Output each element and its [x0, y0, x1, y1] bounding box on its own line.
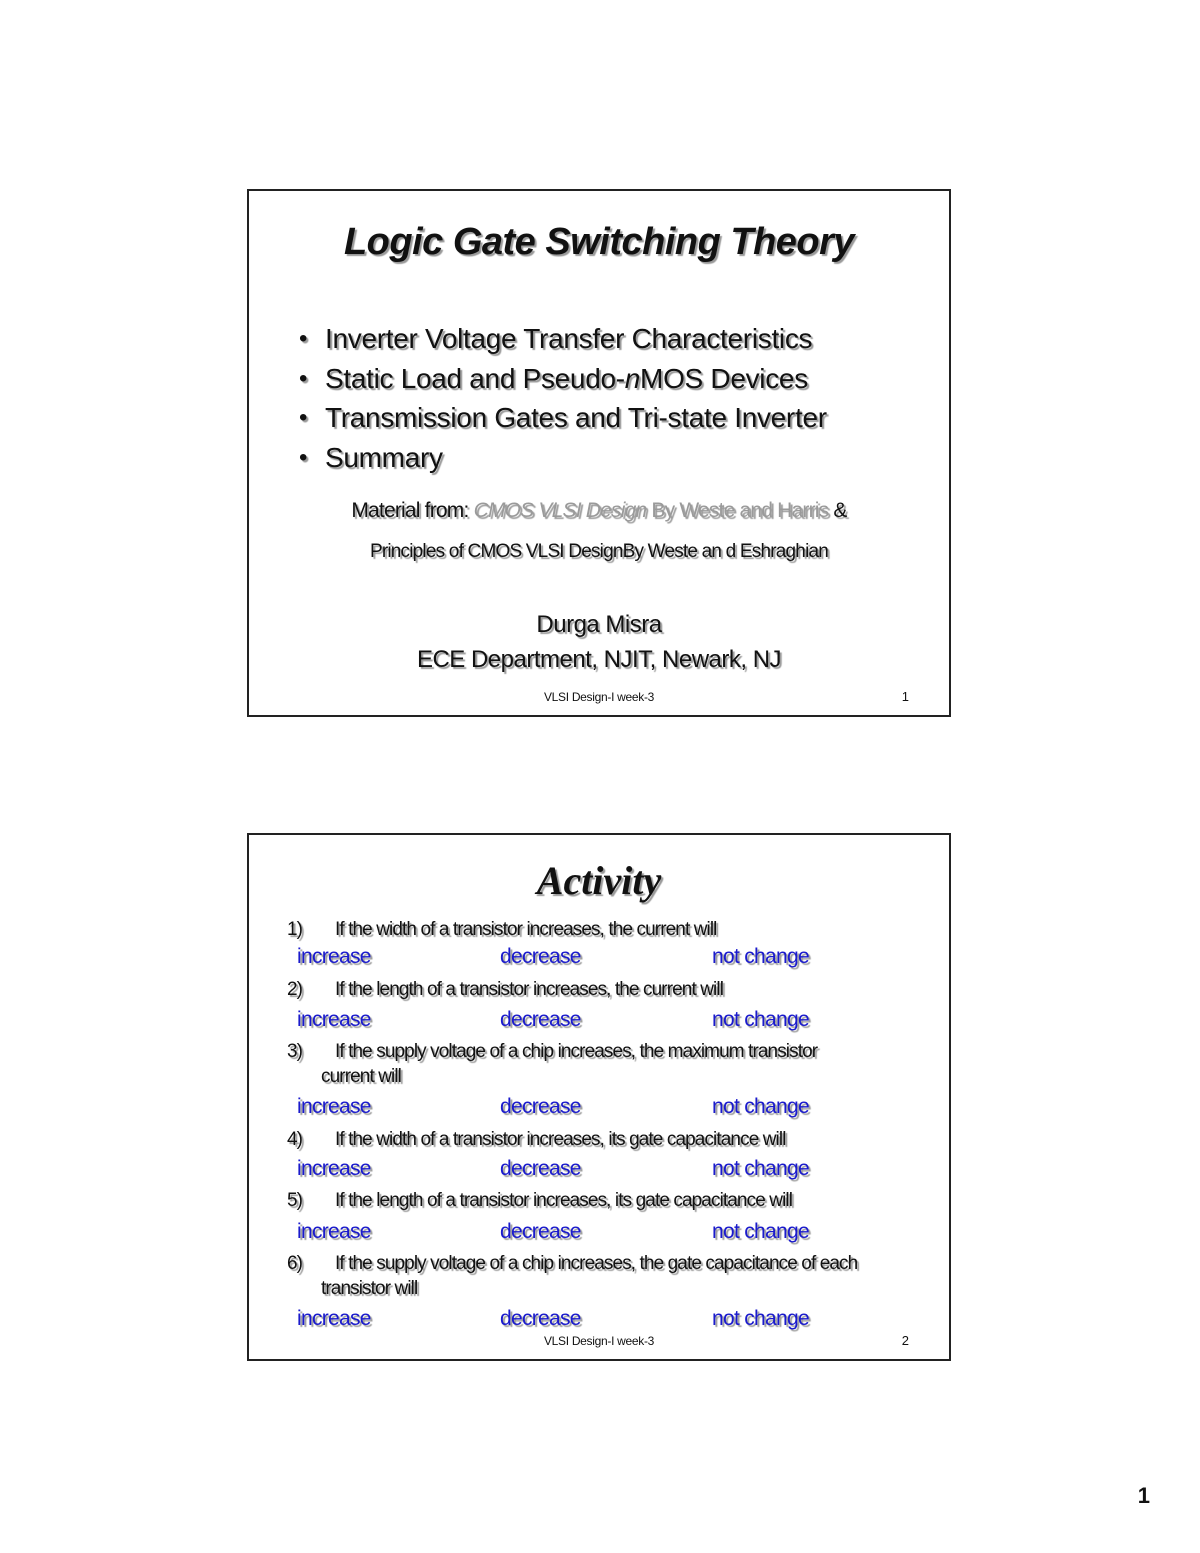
option-not-change: not change [712, 1095, 809, 1118]
answer-options [297, 1220, 917, 1246]
question-number: 1) [287, 919, 303, 940]
bullet-icon: • [299, 443, 308, 471]
question-number: 2) [287, 979, 303, 1000]
bullet-icon: • [299, 325, 308, 352]
option-not-change: not change [712, 1220, 809, 1243]
department: ECE Department, NJIT, Newark, NJ [416, 646, 782, 673]
question-text: If the length of a transistor increases, its gate capacitance will [335, 1190, 793, 1211]
question [287, 1251, 937, 1301]
option-decrease: decrease [500, 1157, 581, 1180]
slide-page-number: 2 [901, 1333, 909, 1348]
question [287, 1039, 937, 1089]
answer-options [297, 1008, 917, 1034]
bullet-text: Transmission Gates and Tri-state Inverter [325, 402, 827, 433]
bullet-icon: • [299, 404, 308, 431]
option-decrease: decrease [500, 1307, 581, 1330]
option-not-change: not change [712, 1157, 809, 1180]
answer-options [297, 945, 917, 971]
option-not-change: not change [712, 1008, 809, 1031]
option-decrease: decrease [500, 1095, 581, 1118]
question-text: If the length of a transistor increases, the current will [335, 979, 724, 1000]
material-authors: By Weste and Harris [651, 499, 829, 522]
option-increase: increase [297, 1095, 371, 1118]
question-text: If the supply voltage of a chip increases, the gate capacitance of each [335, 1253, 858, 1274]
bullet-list [299, 319, 827, 477]
option-increase: increase [297, 945, 371, 968]
question-number: 5) [287, 1190, 303, 1211]
answer-options [297, 1095, 917, 1121]
question [287, 1127, 937, 1152]
bullet-item [299, 398, 827, 438]
option-increase: increase [297, 1220, 371, 1243]
slide-1-title: Logic Gate Switching Theory [343, 221, 855, 263]
question-text: If the supply voltage of a chip increases, the maximum transistor [335, 1041, 818, 1062]
bullet-text: Inverter Voltage Transfer Characteristics [325, 323, 813, 354]
material-prefix: Material from: [351, 499, 469, 522]
question-number: 3) [287, 1041, 303, 1062]
bullet-text-italic: n [624, 362, 641, 394]
answer-options [297, 1307, 917, 1333]
option-decrease: decrease [500, 1220, 581, 1243]
question [287, 917, 937, 942]
bullet-item [299, 359, 827, 399]
bullet-icon: • [299, 364, 308, 392]
option-increase: increase [297, 1157, 371, 1180]
question [287, 977, 937, 1002]
slide-2 [247, 833, 951, 1361]
option-not-change: not change [712, 945, 809, 968]
principles-source: Principles of CMOS VLSI DesignBy Weste an d Eshraghian [369, 541, 829, 562]
bullet-text: Summary [325, 441, 443, 473]
question-text-continued: transistor will [321, 1278, 418, 1299]
document-page-number: 1 [1137, 1483, 1150, 1508]
bullet-text-rest: MOS Devices [640, 362, 808, 394]
material-source [249, 499, 949, 523]
bullet-text: Static Load and Pseudo- [325, 362, 625, 394]
bullet-item [299, 438, 827, 478]
bullet-item [299, 319, 827, 359]
option-increase: increase [297, 1008, 371, 1031]
question-number: 6) [287, 1253, 303, 1274]
question-text: If the width of a transistor increases, the current will [335, 919, 717, 940]
answer-options [297, 1157, 917, 1183]
option-not-change: not change [712, 1307, 809, 1330]
question-text-continued: current will [321, 1066, 401, 1087]
option-decrease: decrease [500, 1008, 581, 1031]
material-book: CMOS VLSI Design [473, 499, 647, 522]
slide-1 [247, 189, 951, 717]
option-decrease: decrease [500, 945, 581, 968]
slide-footer: VLSI Design-I week-3 [543, 1334, 655, 1348]
question [287, 1188, 937, 1213]
slide-page-number: 1 [901, 689, 909, 704]
slide-footer: VLSI Design-I week-3 [543, 690, 655, 704]
question-text: If the width of a transistor increases, its gate capacitance will [335, 1129, 786, 1150]
material-amp: & [833, 499, 847, 522]
author-name: Durga Misra [536, 611, 662, 638]
question-number: 4) [287, 1129, 303, 1150]
slide-2-title: Activity [536, 858, 662, 903]
option-increase: increase [297, 1307, 371, 1330]
